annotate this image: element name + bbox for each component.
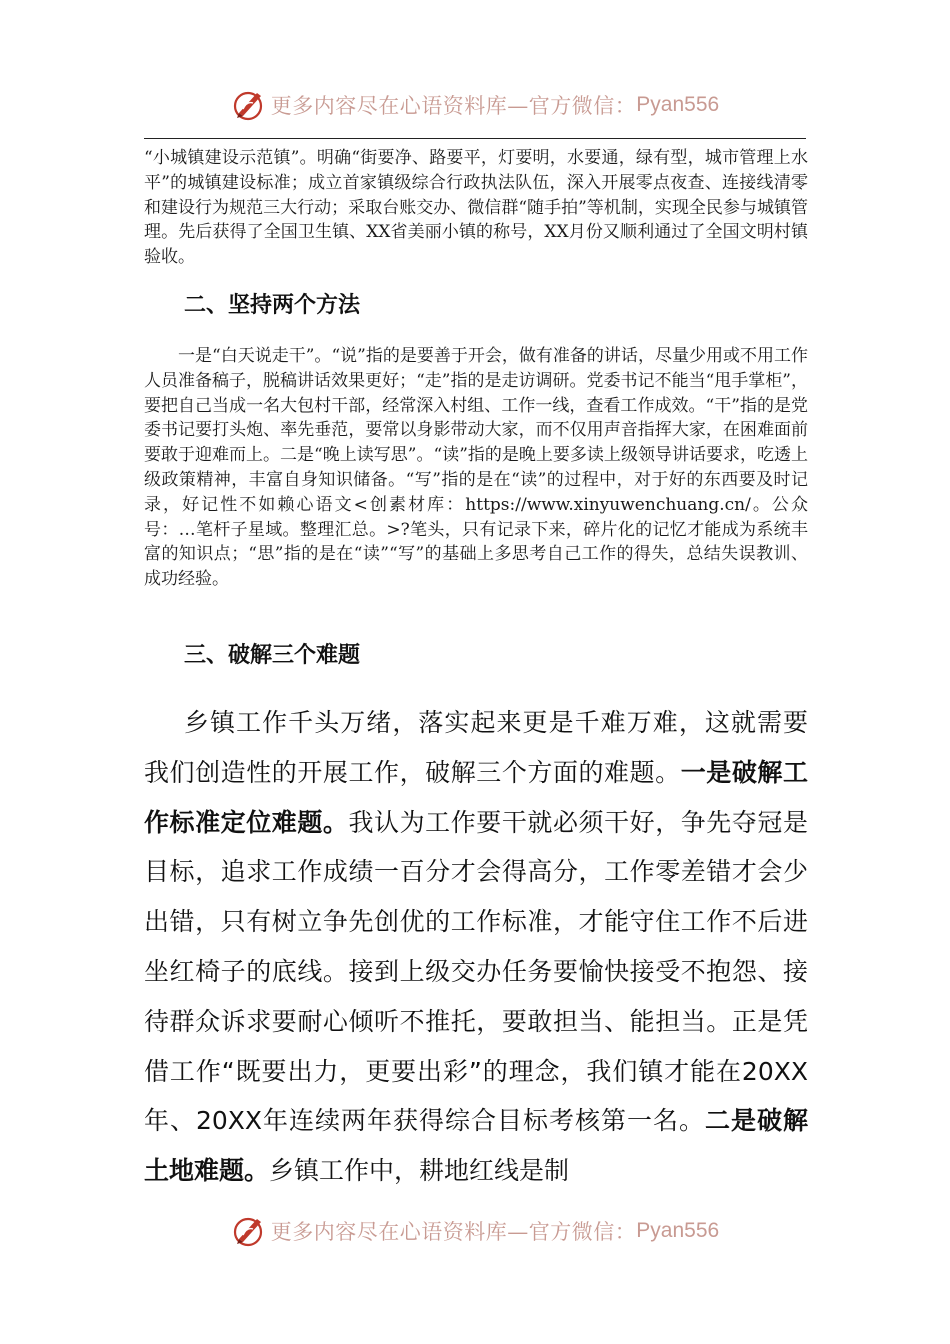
pen-logo-icon: [231, 87, 267, 123]
paragraph-three-problems: [144, 698, 808, 1196]
text-run: 我认为工作要干就必须干好，争先夺冠是目标，追求工作成绩一百分才会得高分，工作零差错才会少出错，只有树立争先创优的工作标准，才能守住工作不后进坐红椅子的底线。接到上级交办任务要愉快接受不抱怨、接待群众诉求要耐心倾听不推托，要敢担当、能担当。正是凭借工作“既要出力，更要出彩”的理念，我们镇才能在20XX年、20XX年连续两年获得综合目标考核第一名。: [144, 807, 808, 1136]
header-watermark-banner: [0, 80, 950, 130]
banner-wechat-id: Pyan556: [636, 93, 720, 116]
banner-text: 更多内容尽在心语资料库—官方微信：: [270, 94, 637, 118]
banner-wechat-id: Pyan556: [636, 1219, 720, 1242]
header-divider: [144, 138, 806, 139]
banner-text: 更多内容尽在心语资料库—官方微信：: [270, 1220, 637, 1244]
pen-logo-icon: [231, 1213, 267, 1249]
section-heading-three-problems: 三、破解三个难题: [184, 643, 361, 668]
bold-run-first-problem: 一是破解工作标准定位难题。: [144, 757, 808, 837]
text-run: 乡镇工作千头万绪，落实起来更是千难万难，这就需要我们创造性的开展工作，破解三个方面的难题。: [144, 708, 808, 787]
bold-run-second-problem: 二是破解土地难题。: [144, 1106, 808, 1186]
text-run: 乡镇工作中，耕地红线是制: [269, 1156, 570, 1186]
paragraph-two-methods: 一是“白天说走干”。“说”指的是要善于开会，做有准备的讲话，尽量少用或不用工作人员准备稿子，脱稿讲话效果更好；“走”指的是走访调研。党委书记不能当“甩手掌柜”，要把自己当成一名大包村干部，经常深入村组、工作一线，查看工作成效。“干”指的是党委书记要打头炮、率先垂范，要常以身影带动大家，而不仅用声音指挥大家，在困难面前要敢于迎难而上。二是“晚上读写思”。“读”指的是晚上要多读上级领导讲话要求，吃透上级政策精神，丰富自身知识储备。“写”指的是在“读”的过程中，对于好的东西要及时记录，好记性不如赖心语文<创素材库：https://www.xinyuwenchuang.cn/。公众号：…笔杆子星域。整理汇总。>?笔头，只有记录下来，碎片化的记忆才能成为系统丰富的知识点；“思”指的是在“读”“写”的基础上多思考自己工作的得失，总结失误教训、成功经验。: [144, 346, 808, 590]
paragraph-intro: “小城镇建设示范镇”。明确“街要净、路要平，灯要明，水要通，绿有型，城市管理上水平”的城镇建设标准；成立首家镇级综合行政执法队伍，深入开展零点夜查、连接线清零和建设行为规范三大行动；采取台账交办、微信群“随手拍”等机制，实现全民参与城镇管理。先后获得了全国卫生镇、XX省美丽小镇的称号，XX月份又顺利通过了全国文明村镇验收。: [144, 148, 808, 268]
footer-watermark-banner: [0, 1206, 950, 1256]
section-heading-two-methods: 二、坚持两个方法: [184, 293, 361, 318]
